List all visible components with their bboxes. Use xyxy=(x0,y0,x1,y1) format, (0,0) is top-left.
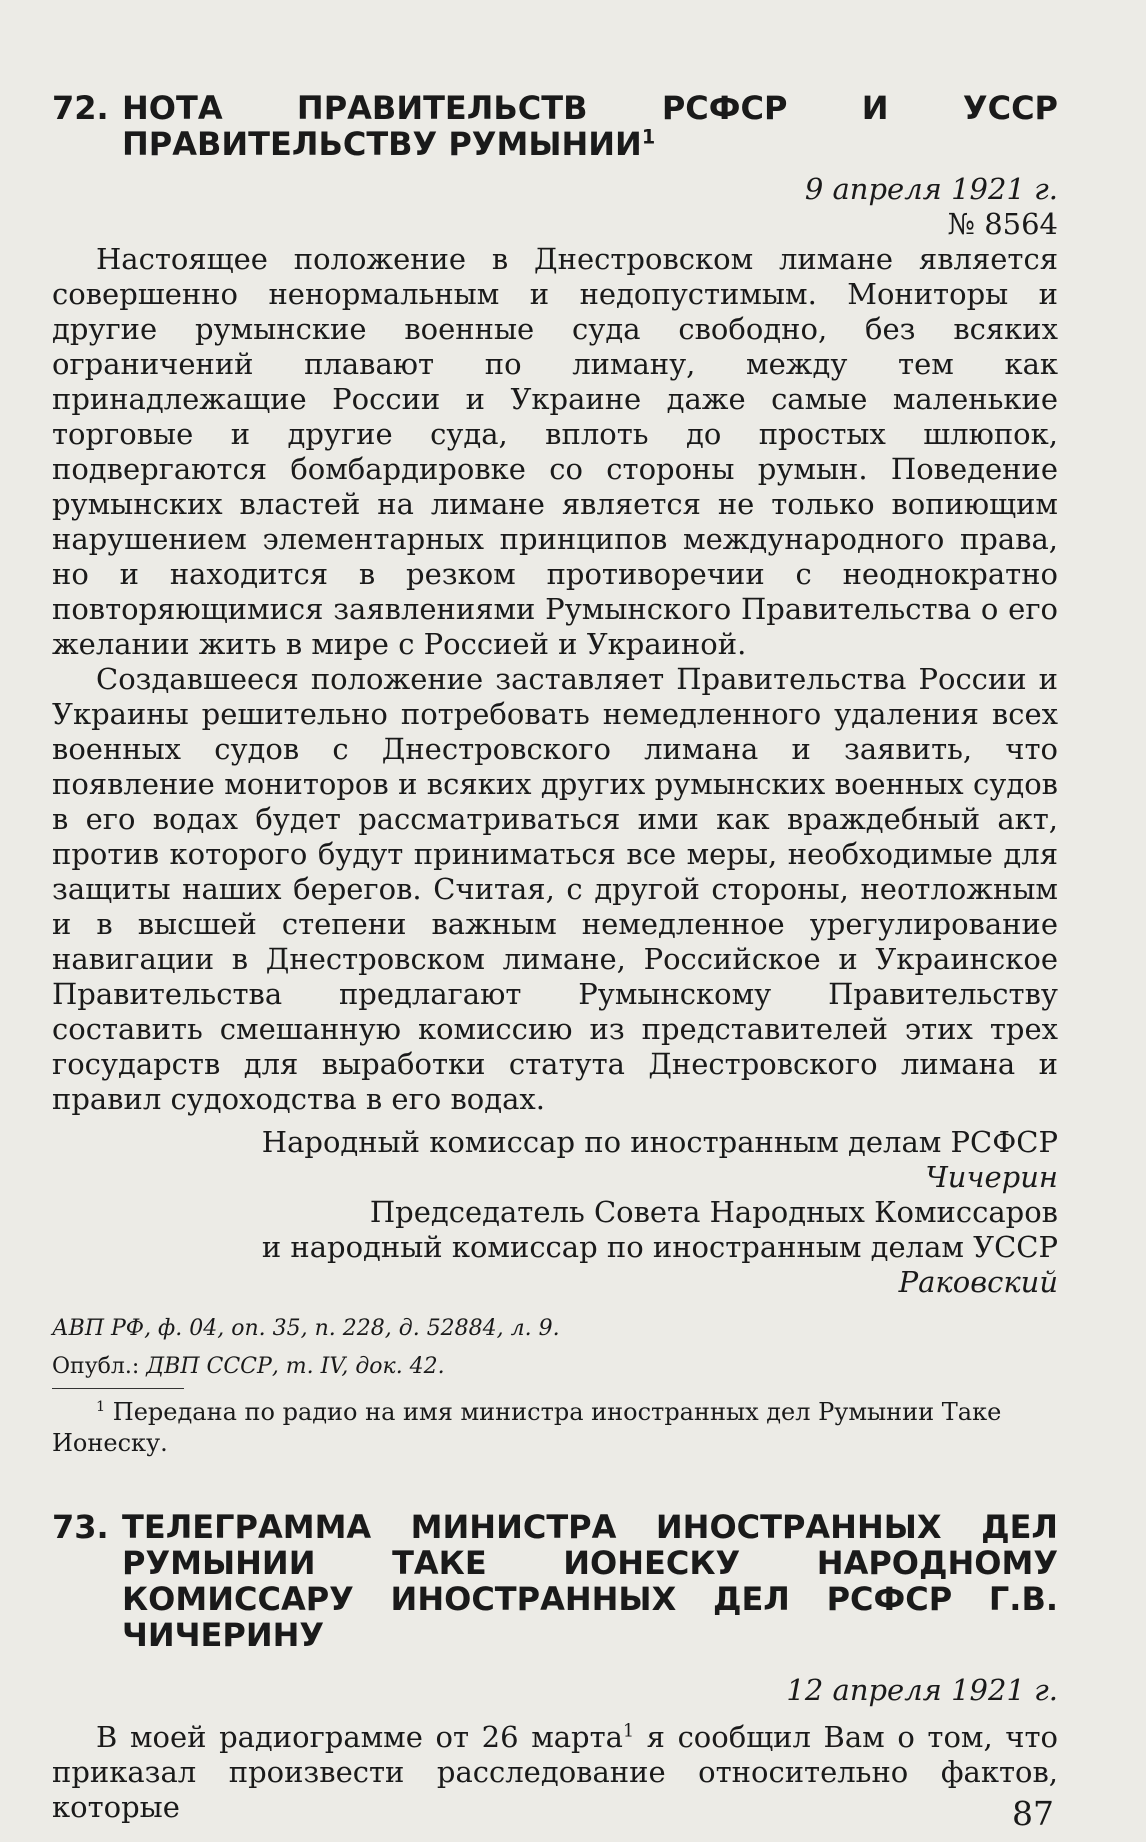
signature-2-title-line-2: и народный комиссар по иностранным делам УССР xyxy=(261,1230,1058,1264)
doc72-paragraph-2: Создавшееся положение заставляет Правительства России и Украины решительно потребовать немедленного удаления всех военных судов с Днестровского лимана и заявить, что появление мониторов и всяких других румынских военных судов в его водах будет рассматриваться ими как враждебный акт, против которого будут приниматься все меры, необходимые для защиты наших берегов. Считая, с другой стороны, неотложным и в высшей степени важным немедленное урегулирование навигации в Днестровском лимане, Российское и Украинское Правительства предлагают Румынскому Правительству составить смешанную комиссию из представителей этих трех государств для выработки статута Днестровского лимана и правил судоходства в его водах. xyxy=(52,662,1058,1116)
signature-1-name: Чичерин xyxy=(925,1160,1058,1194)
page xyxy=(52,90,1058,1825)
doc72-number: 72. xyxy=(52,89,109,127)
doc72-title-note: 1 xyxy=(641,125,656,149)
doc72-ref: № 8564 xyxy=(947,207,1058,241)
doc73-paragraph-1: В моей радиограмме от 26 марта$^1$ я сообщил Вам о том, что приказал произвести расследование относительно фактов, которые xyxy=(52,1720,1058,1824)
doc73-title: ТЕЛЕГРАММА МИНИСТРА ИНОСТРАННЫХ ДЕЛ РУМЫНИИ ТАКЕ ИОНЕСКУ НАРОДНОМУ КОМИССАРУ ИНОСТРАННЫХ ДЕЛ РСФСР Г.В. ЧИЧЕРИНУ xyxy=(122,1508,1058,1654)
archive-reference: АВП РФ, ф. 04, оп. 35, п. 228, д. 52884, л. 9. xyxy=(52,1316,560,1341)
footnote-divider xyxy=(52,1388,184,1389)
doc72-date: 9 апреля 1921 г. xyxy=(804,172,1058,206)
doc73-note-mark: 1 xyxy=(622,1721,635,1742)
signature-1-title: Народный комиссар по иностранным делам РСФСР xyxy=(261,1125,1058,1159)
footnote-mark: 1 xyxy=(96,1399,106,1415)
publication-reference: Опубл.: ДВП СССР, т. IV, док. 42. xyxy=(52,1354,445,1379)
signature-2-title-line-1: Председатель Совета Народных Комиссаров xyxy=(369,1195,1058,1229)
doc73-heading xyxy=(52,1509,1058,1653)
doc73-number: 73. xyxy=(52,1508,109,1546)
doc72-paragraph-1: Настоящее положение в Днестровском лимане является совершенно ненормальным и недопустимым. Мониторы и другие румынские военные суда свободно, без всяких ограничений плавают по лиману, между тем как принадлежащие России и Украине даже самые маленькие торговые и другие суда, вплоть до простых шлюпок, подвергаются бомбардировке со стороны румын. Поведение румынских властей на лимане является не только вопиющим нарушением элементарных принципов международного права, но и находится в резком противоречии с неоднократно повторяющимися заявлениями Румынского Правительства о его желании жить в мире с Россией и Украиной. xyxy=(52,242,1058,661)
footnote: $^1$ Передана по радио на имя министра иностранных дел Румынии Таке Ионеску. xyxy=(52,1398,1002,1457)
doc72-heading xyxy=(52,90,1058,162)
doc72-title: НОТА ПРАВИТЕЛЬСТВ РСФСР И УССР ПРАВИТЕЛЬСТВУ РУМЫНИИ$^1$ xyxy=(122,89,1058,163)
page-number: 87 xyxy=(1012,1794,1054,1833)
signature-2-name: Раковский xyxy=(898,1265,1058,1299)
doc73-date: 12 апреля 1921 г. xyxy=(786,1673,1058,1707)
